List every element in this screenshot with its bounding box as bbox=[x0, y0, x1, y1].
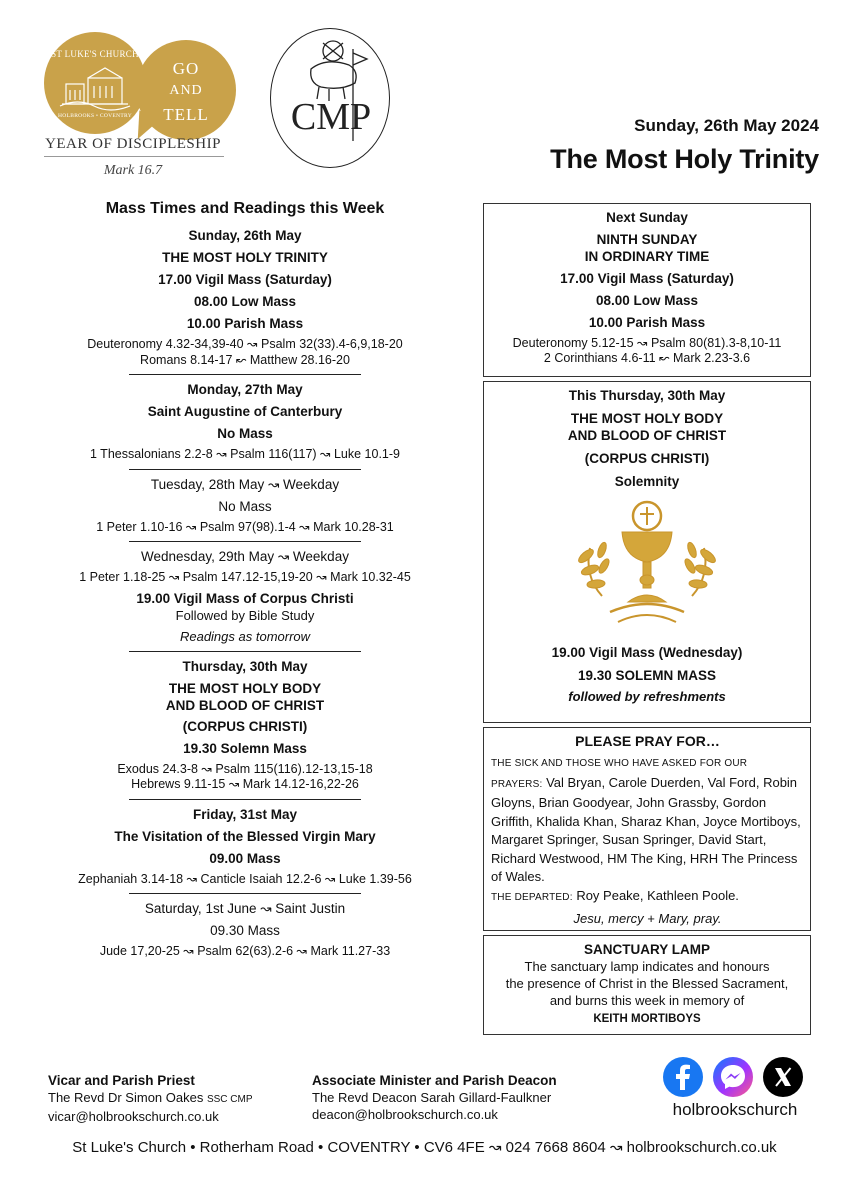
reading-line: Hebrews 9.11-15 ↝ Mark 14.12-16,22-26 bbox=[131, 777, 359, 791]
next-sunday-box bbox=[483, 203, 811, 377]
reading-line: 1 Peter 1.10-16 ↝ Psalm 97(98).1-4 ↝ Mark 10.28-31 bbox=[96, 519, 394, 534]
mass-time: 10.00 Parish Mass bbox=[588, 315, 706, 330]
feast-title: THE MOST HOLY BODY bbox=[570, 411, 724, 426]
reading-line: Deuteronomy 5.12-15 ↝ Psalm 80(81).3-8,10-11 bbox=[512, 336, 782, 350]
cmp-emblem bbox=[270, 28, 390, 168]
day-feast bbox=[45, 680, 445, 714]
next-sunday-title: IN ORDINARY TIME bbox=[584, 249, 710, 264]
reading-line: Exodus 24.3-8 ↝ Psalm 115(116).12-13,15-18 bbox=[117, 761, 373, 776]
vicar-contact bbox=[48, 1072, 253, 1125]
schedule-heading: Mass Times and Readings this Week bbox=[105, 200, 385, 217]
church-badge bbox=[44, 32, 146, 134]
box-heading: This Thursday, 30th May bbox=[568, 388, 726, 403]
mass-time: 08.00 Low Mass bbox=[595, 293, 699, 308]
facebook-icon[interactable] bbox=[663, 1057, 703, 1097]
badge-place: HOLBROOKS • COVENTRY bbox=[58, 113, 132, 119]
service-date: Sunday, 26th May 2024 bbox=[634, 116, 819, 135]
bubble-go: GO bbox=[172, 59, 200, 78]
church-building-icon bbox=[58, 62, 132, 112]
divider bbox=[129, 374, 361, 375]
corpus-christi-box bbox=[483, 381, 811, 723]
divider bbox=[129, 541, 361, 542]
day-date: Monday, 27th May bbox=[187, 382, 303, 397]
divider bbox=[44, 156, 224, 157]
mass-time: 10.00 Parish Mass bbox=[186, 316, 304, 331]
go-and-tell-bubble bbox=[136, 40, 236, 140]
weekly-schedule bbox=[45, 200, 445, 960]
feast-title: AND BLOOD OF CHRIST bbox=[567, 428, 727, 443]
sick-label: PRAYERS: bbox=[491, 778, 543, 790]
chalice-host-icon bbox=[572, 496, 722, 636]
day-feast: The Visitation of the Blessed Virgin Mary bbox=[114, 828, 376, 844]
vicar-name: The Revd Dr Simon Oakes bbox=[48, 1090, 204, 1105]
x-icon[interactable] bbox=[763, 1057, 803, 1097]
sick-label: THE SICK AND THOSE WHO HAVE ASKED FOR OUR bbox=[491, 758, 748, 769]
mass-time: 19.30 Solemn Mass bbox=[183, 740, 307, 756]
day-date: Wednesday, 29th May ↝ Weekday bbox=[141, 549, 349, 564]
day-monday bbox=[45, 381, 445, 463]
mass-time: 09.30 Mass bbox=[210, 923, 280, 938]
mass-time: No Mass bbox=[218, 498, 272, 514]
closing-prayer: Jesu, mercy + Mary, pray. bbox=[573, 911, 722, 926]
divider bbox=[129, 469, 361, 470]
sanctuary-lamp-box bbox=[483, 935, 811, 1035]
vicar-role: Vicar and Parish Priest bbox=[48, 1073, 195, 1088]
solemn-mass-time: 19.30 SOLEMN MASS bbox=[577, 668, 717, 683]
bubble-and: AND bbox=[169, 83, 203, 98]
prayer-list bbox=[491, 753, 804, 907]
vicar-name-line bbox=[48, 1089, 253, 1108]
deacon-role: Associate Minister and Parish Deacon bbox=[312, 1073, 557, 1088]
day-saturday bbox=[45, 900, 445, 960]
day-date: Thursday, 30th May bbox=[182, 658, 308, 674]
feast-rank: Solemnity bbox=[614, 474, 680, 489]
page-title: The Most Holy Trinity bbox=[550, 144, 819, 174]
prayer-list-box bbox=[483, 727, 811, 931]
reading-line: Zephaniah 3.14-18 ↝ Canticle Isaiah 12.2-6 ↝ Luke 1.39-56 bbox=[78, 871, 412, 886]
next-sunday-title: NINTH SUNDAY bbox=[596, 232, 698, 247]
divider bbox=[129, 893, 361, 894]
scripture-reference: Mark 16.7 bbox=[103, 163, 163, 178]
lamp-text: The sanctuary lamp indicates and honours bbox=[524, 959, 770, 974]
reading-line: 1 Peter 1.18-25 ↝ Psalm 147.12-15,19-20 ↝ Mark 10.32-45 bbox=[79, 570, 411, 584]
feast-line: THE MOST HOLY BODY bbox=[168, 680, 322, 696]
box-heading: PLEASE PRAY FOR… bbox=[575, 733, 720, 749]
readings bbox=[45, 762, 445, 793]
bible-study-note: Followed by Bible Study bbox=[175, 607, 315, 623]
feast-subtitle: (CORPUS CHRISTI) bbox=[584, 451, 710, 466]
cmp-letters: CMP bbox=[290, 96, 372, 138]
day-feast: Saint Augustine of Canterbury bbox=[147, 404, 343, 419]
readings-note: Readings as tomorrow bbox=[179, 628, 311, 644]
reading-line: Romans 8.14-17 ↜ Matthew 28.16-20 bbox=[140, 352, 350, 367]
vicar-postnominals: SSC CMP bbox=[206, 1094, 253, 1105]
reading-line: Jude 17,20-25 ↝ Psalm 62(63).2-6 ↝ Mark 11.27-33 bbox=[99, 944, 391, 958]
day-date: Sunday, 26th May bbox=[188, 228, 302, 243]
day-date: Tuesday, 28th May ↝ Weekday bbox=[150, 476, 340, 492]
mass-time: 19.00 Vigil Mass of Corpus Christi bbox=[136, 590, 354, 606]
memorial-name: KEITH MORTIBOYS bbox=[593, 1013, 701, 1025]
day-friday bbox=[45, 806, 445, 888]
social-links bbox=[663, 1057, 813, 1097]
reading-line: 2 Corinthians 4.6-11 ↜ Mark 2.23-3.6 bbox=[543, 351, 751, 365]
vigil-mass-time: 19.00 Vigil Mass (Wednesday) bbox=[551, 645, 743, 660]
reading-line: Deuteronomy 4.32-34,39-40 ↝ Psalm 32(33).4-6,9,18-20 bbox=[87, 337, 403, 351]
mass-time: 09.00 Mass bbox=[209, 850, 281, 866]
parish-logo bbox=[28, 18, 243, 188]
messenger-icon[interactable] bbox=[713, 1057, 753, 1097]
bubble-tell: TELL bbox=[163, 105, 209, 124]
divider bbox=[129, 799, 361, 800]
day-tuesday bbox=[45, 476, 445, 536]
social-handle[interactable]: holbrookschurch bbox=[672, 1100, 798, 1119]
day-wednesday bbox=[45, 548, 445, 645]
sick-names: Val Bryan, Carole Duerden, Val Ford, Robin Gloyns, Brian Goodyear, John Grassby, Gordon Griffith, Khalida Khan, Sharaz Khan, Joyce Mortiboys, Margaret Springer, Susan Springer, David Start, Richard Westwood, HM The King, HRH The Princess of Wales. bbox=[491, 774, 801, 884]
day-feast: THE MOST HOLY TRINITY bbox=[162, 250, 328, 265]
lamp-text: the presence of Christ in the Blessed Sacrament, bbox=[505, 976, 789, 991]
deacon-email[interactable]: deacon@holbrookschurch.co.uk bbox=[312, 1107, 498, 1122]
lamb-of-god-icon bbox=[271, 29, 391, 169]
day-thursday bbox=[45, 658, 445, 793]
day-date: Saturday, 1st June ↝ Saint Justin bbox=[144, 901, 346, 916]
year-of-discipleship: YEAR OF DISCIPLESHIP bbox=[45, 136, 221, 152]
refreshments-note: followed by refreshments bbox=[568, 689, 726, 704]
departed-label: THE DEPARTED: bbox=[491, 891, 573, 903]
divider bbox=[129, 651, 361, 652]
readings bbox=[45, 337, 445, 368]
badge-church-name: ST LUKE'S CHURCH bbox=[51, 49, 139, 59]
deacon-contact bbox=[312, 1072, 557, 1123]
departed-names: Roy Peake, Kathleen Poole. bbox=[576, 887, 739, 903]
feast-line: AND BLOOD OF CHRIST bbox=[165, 697, 325, 713]
mass-time: No Mass bbox=[217, 426, 273, 441]
reading-line: 1 Thessalonians 2.2-8 ↝ Psalm 116(117) ↝ Luke 10.1-9 bbox=[89, 447, 400, 461]
box-heading: SANCTUARY LAMP bbox=[583, 942, 710, 957]
deacon-name: The Revd Deacon Sarah Gillard-Faulkner bbox=[312, 1090, 552, 1105]
mass-time: 17.00 Vigil Mass (Saturday) bbox=[158, 272, 332, 287]
church-address: St Luke's Church • Rotherham Road • COVENTRY • CV6 4FE ↝ 024 7668 8604 ↝ holbrookschurch.co.uk bbox=[72, 1139, 777, 1156]
vicar-email[interactable]: vicar@holbrookschurch.co.uk bbox=[48, 1109, 219, 1124]
box-heading: Next Sunday bbox=[606, 210, 688, 225]
lamp-text: and burns this week in memory of bbox=[549, 993, 745, 1008]
day-sunday bbox=[45, 227, 445, 368]
feast-subtitle: (CORPUS CHRISTI) bbox=[182, 718, 308, 734]
mass-time: 17.00 Vigil Mass (Saturday) bbox=[560, 271, 734, 286]
mass-time: 08.00 Low Mass bbox=[193, 294, 297, 309]
day-date: Friday, 31st May bbox=[192, 806, 298, 822]
